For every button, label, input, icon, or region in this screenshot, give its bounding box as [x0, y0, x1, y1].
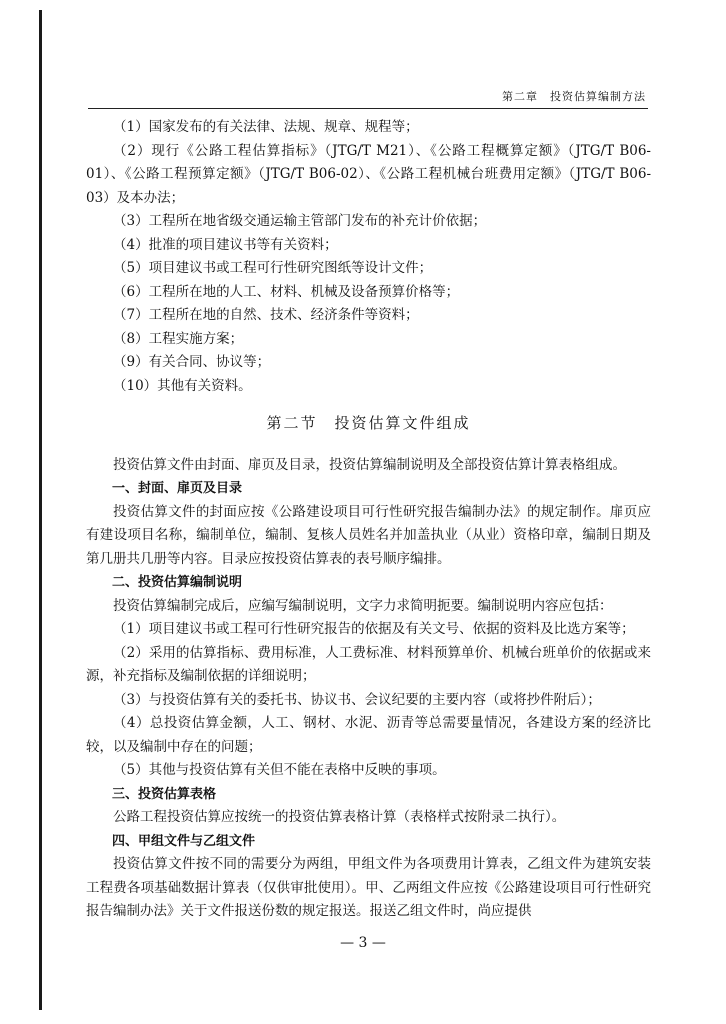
section-intro: 投资估算文件由封面、扉页及目录，投资估算编制说明及全部投资估算计算表格组成。 [113, 456, 626, 473]
subsection-text-tables: 公路工程投资估算应按统一的投资估算表格计算（表格样式按附录二执行）。 [113, 809, 566, 825]
basis-item-3: （3）工程所在地省级交通运输主管部门发布的补充计价依据； [113, 213, 487, 229]
subsection-text-file-groups: 投资估算文件按不同的需要分为两组，甲组文件为各项费用计算表，乙组文件为建筑安装工程费各项基础数据计算表（仅供审批使用）。甲、乙两组文件应按《公路建设项目可行性研究报告编制办法》关于文件报送份数的规定报送。报送乙组文件时，尚应提供 [86, 856, 651, 919]
basis-item-7: （7）工程所在地的自然、技术、经济条件等资料； [113, 307, 419, 323]
page-number: — 3 — [340, 935, 386, 951]
notes-item-1: （1）项目建议书或工程可行性研究报告的依据及有关文号、依据的资料及比选方案等； [113, 621, 635, 637]
binding-edge-line [39, 10, 42, 1010]
subsection-heading-tables: 三、投资估算表格 [112, 786, 217, 802]
basis-item-5: （5）项目建议书或工程可行性研究图纸等设计文件； [113, 260, 433, 276]
basis-item-4: （4）批准的项目建议书等有关资料； [113, 236, 338, 253]
notes-item-3: （3）与投资估算有关的委托书、协议书、会议纪要的主要内容（或将抄件附后）； [113, 691, 601, 708]
section-title: 第二节 投资估算文件组成 [266, 414, 471, 432]
notes-item-2: （2）采用的估算指标、费用标准，人工费标准、材料预算单价、机械台班单价的依据或来源，补充指标及编制依据的详细说明； [86, 644, 651, 684]
basis-item-9: （9）有关合同、协议等； [113, 354, 271, 370]
basis-item-8: （8）工程实施方案； [113, 330, 244, 347]
basis-item-2: （2）现行《公路工程估算指标》（JTG/T M21）、《公路工程概算定额》（JTG/T B06-01）、《公路工程预算定额》（JTG/T B06-02）、《公路工程机械台班费用定额》（JTG/T B06-03）及本办法； [86, 142, 651, 206]
chapter-title: 第二章 投资估算编制方法 [502, 90, 646, 103]
notes-item-5: （5）其他与投资估算有关但不能在表格中反映的事项。 [113, 762, 446, 778]
subsection-text-notes: 投资估算编制完成后，应编写编制说明，文字力求简明扼要。编制说明内容应包括： [113, 597, 613, 614]
notes-item-4: （4）总投资估算金额，人工、钢材、水泥、沥青等总需要量情况，各建设方案的经济比较，以及编制中存在的问题； [86, 715, 651, 755]
page-body [86, 116, 651, 924]
basis-item-1: （1）国家发布的有关法律、法规、规章、规程等； [113, 119, 419, 135]
basis-item-10: （10）其他有关资料。 [113, 377, 252, 394]
subsection-heading-cover: 一、封面、扉页及目录 [112, 481, 243, 496]
running-header [88, 88, 648, 109]
subsection-heading-file-groups: 四、甲组文件与乙组文件 [112, 833, 256, 849]
subsection-heading-notes: 二、投资估算编制说明 [112, 575, 243, 590]
subsection-text-cover: 投资估算文件的封面应按《公路建设项目可行性研究报告编制办法》的规定制作。扉页应有建设项目名称，编制单位，编制、复核人员姓名并加盖执业（从业）资格印章，编制日期及第几册共几册等内容。目录应按投资估算表的表号顺序编排。 [86, 503, 651, 567]
basis-item-6: （6）工程所在地的人工、材料、机械及设备预算价格等； [113, 283, 460, 300]
